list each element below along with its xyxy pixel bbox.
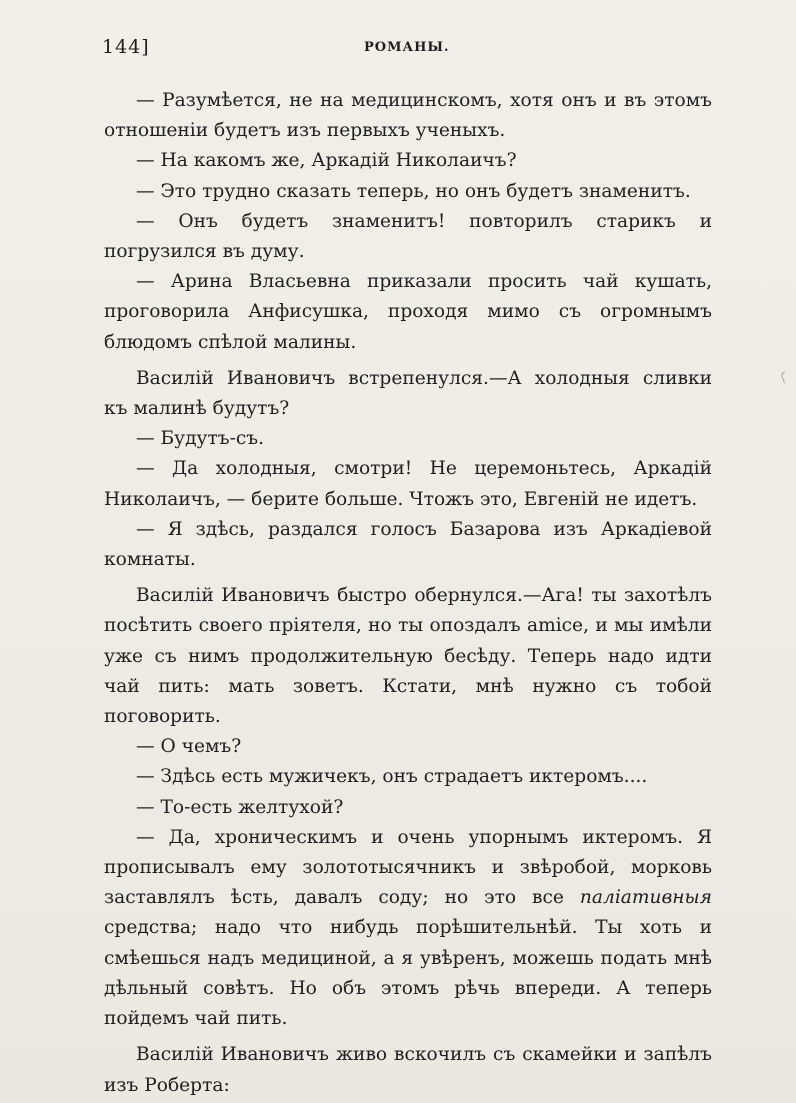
text-run: — Да, хроническимъ и очень упорнымъ иктеромъ. Я прописывалъ ему золототысячникъ и звѣробой, морковь заставлялъ ѣсть, давалъ соду; но это все: [104, 826, 712, 909]
text-run: средства; надо что нибудь порѣшительнѣй. Ты хоть и смѣешься надъ медициной, а я увѣренъ, можешь подать мнѣ дѣльный совѣтъ. Но объ этомъ рѣчь впереди. А теперь пойдемъ чай пить.: [104, 917, 712, 1030]
paragraph-dialogue: — О чемъ?: [136, 736, 242, 758]
italic-term: паліативныя: [579, 887, 712, 909]
paragraph-dialogue: — Разумѣется, не на медицинскомъ, хотя онъ и въ этомъ отношеніи будетъ изъ первыхъ ученыхъ.: [104, 90, 712, 142]
page-number: 144]: [102, 36, 150, 58]
paragraph-dialogue: — То-есть желтухой?: [136, 796, 344, 818]
paragraph-dialogue: — Онъ будетъ знаменитъ! повторилъ старикъ и погрузился въ думу.: [104, 210, 712, 263]
paragraph-dialogue: — Да холодныя, смотри! Не церемоньтесь, Аркадій Николаичъ, — берите больше. Чтожъ это, Евгеній не идетъ.: [104, 458, 712, 510]
running-head: РОМАНЫ.: [364, 40, 450, 55]
paragraph-dialogue: — На какомъ же, Аркадій Николаичъ?: [136, 150, 517, 172]
margin-mark: [780, 371, 788, 383]
page-header: [102, 34, 712, 64]
paragraph-dialogue: [104, 823, 712, 1034]
paragraph-dialogue: — Будутъ-съ.: [136, 428, 265, 450]
paragraph-dialogue: — Здѣсь есть мужичекъ, онъ страдаетъ иктеромъ....: [136, 766, 648, 788]
paragraph-dialogue: — Я здѣсь, раздался голосъ Базарова изъ Аркадіевой комнаты.: [104, 518, 712, 571]
paragraph-narrative: Василій Ивановичъ встрепенулся.—А холодныя сливки къ малинѣ будутъ?: [104, 367, 712, 420]
paragraph-dialogue: — Арина Власьевна приказали просить чай кушать, проговорила Анфисушка, проходя мимо съ огромнымъ блюдомъ спѣлой малины.: [104, 271, 712, 353]
paragraph-dialogue: — Это трудно сказать теперь, но онъ будетъ знаменитъ.: [136, 180, 691, 202]
paragraph-narrative: Василій Ивановичъ живо вскочилъ съ скамейки и запѣлъ изъ Роберта:: [104, 1044, 712, 1096]
body-text: [104, 86, 712, 1101]
paragraph-narrative: Василій Ивановичъ быстро обернулся.—Ага! ты захотѣлъ посѣтить своего пріятеля, но ты опоздалъ amice, и мы имѣли уже съ нимъ продолжительную бесѣду. Теперь надо идти чай пить: мать зоветъ. Кстати, мнѣ нужно съ тобой поговорить.: [104, 585, 712, 728]
